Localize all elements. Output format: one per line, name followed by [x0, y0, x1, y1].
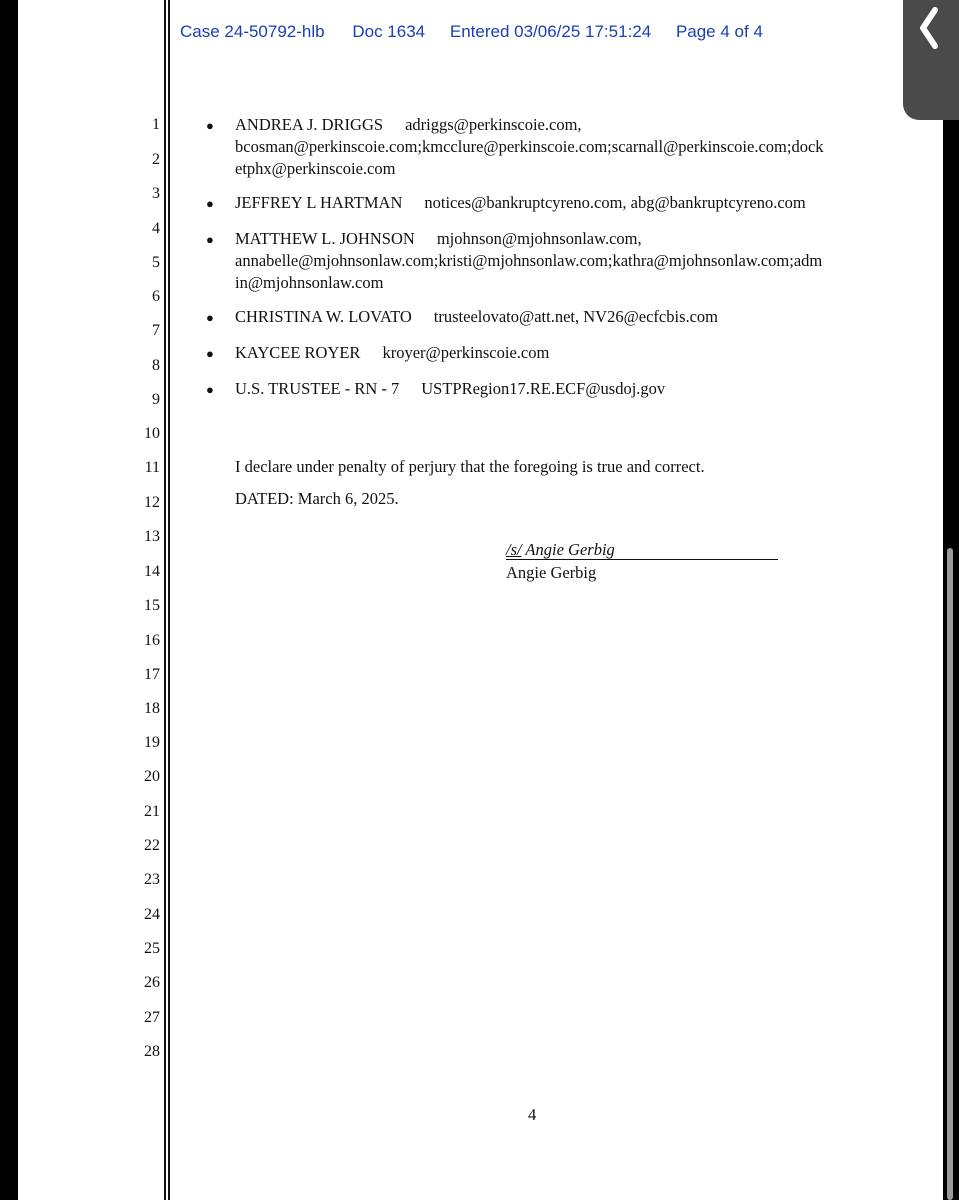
doc-number: Doc 1634 [352, 22, 426, 41]
service-entry [235, 114, 905, 180]
line-number: 3 [152, 185, 160, 202]
bullet-icon: ● [206, 346, 214, 361]
line-number: 7 [152, 322, 160, 339]
line-number: 23 [144, 871, 160, 888]
slash-s-mark: /s/ [506, 540, 522, 559]
service-entry [235, 342, 905, 364]
line-number: 12 [144, 494, 160, 511]
line-number: 2 [152, 151, 160, 168]
party-name: ANDREA J. DRIGGS [235, 115, 384, 134]
margin-rule-right [168, 0, 170, 1200]
line-number: 1 [152, 116, 160, 133]
entered-date: Entered 03/06/25 17:51:24 [449, 22, 652, 41]
party-name: KAYCEE ROYER [235, 343, 361, 362]
line-number: 5 [152, 254, 160, 271]
court-header [180, 22, 763, 42]
line-number: 20 [144, 768, 160, 785]
electronic-signature [506, 540, 615, 560]
line-number: 9 [152, 391, 160, 408]
page-indicator: Page 4 of 4 [675, 22, 763, 41]
line-number: 28 [144, 1043, 160, 1060]
party-name: U.S. TRUSTEE - RN - 7 [235, 379, 400, 398]
line-number: 10 [144, 425, 160, 442]
line-number: 14 [144, 563, 160, 580]
line-number: 6 [152, 288, 160, 305]
party-emails: kroyer@perkinscoie.com [382, 343, 550, 362]
line-number: 26 [144, 974, 160, 991]
document-page [18, 0, 943, 1200]
line-number: 8 [152, 357, 160, 374]
line-number: 19 [144, 734, 160, 751]
party-emails: USTPRegion17.RE.ECF@usdoj.gov [421, 379, 666, 398]
line-number: 17 [144, 666, 160, 683]
service-entry [235, 192, 905, 214]
party-emails: notices@bankruptcyreno.com, abg@bankruptcyreno.com [424, 193, 806, 212]
party-emails: mjohnson@mjohnsonlaw.com, [436, 229, 642, 248]
perjury-declaration: I declare under penalty of perjury that the foregoing is true and correct. [235, 457, 705, 476]
service-entry [235, 228, 905, 294]
back-button[interactable] [903, 0, 959, 120]
line-number: 22 [144, 837, 160, 854]
line-number: 18 [144, 700, 160, 717]
party-emails: trusteelovato@att.net, NV26@ecfcbis.com [433, 307, 719, 326]
party-emails-cont: bcosman@perkinscoie.com;kmcclure@perkinscoie.com;scarnall@perkinscoie.com;dock [235, 137, 824, 156]
dated-line: DATED: March 6, 2025. [235, 489, 399, 508]
line-number: 15 [144, 597, 160, 614]
signed-name: Angie Gerbig [525, 540, 615, 559]
party-emails: adriggs@perkinscoie.com, [405, 115, 582, 134]
bullet-icon: ● [206, 196, 214, 211]
line-number: 16 [144, 632, 160, 649]
line-number: 27 [144, 1009, 160, 1026]
party-emails-cont: in@mjohnsonlaw.com [235, 273, 384, 292]
service-entry [235, 306, 905, 328]
scrollbar-thumb[interactable] [947, 548, 953, 1200]
line-number: 4 [152, 220, 160, 237]
party-emails-cont: annabelle@mjohnsonlaw.com;kristi@mjohnsonlaw.com;kathra@mjohnsonlaw.com;adm [235, 251, 823, 270]
case-number: Case 24-50792-hlb [180, 22, 325, 41]
party-emails-cont: etphx@perkinscoie.com [235, 159, 396, 178]
line-number: 24 [144, 906, 160, 923]
service-entry [235, 378, 905, 400]
bullet-icon: ● [206, 382, 214, 397]
line-number: 13 [144, 528, 160, 545]
bullet-icon: ● [206, 310, 214, 325]
line-number: 21 [144, 803, 160, 820]
party-name: JEFFREY L HARTMAN [235, 193, 403, 212]
page-number: 4 [528, 1105, 537, 1124]
bullet-icon: ● [206, 232, 214, 247]
party-name: MATTHEW L. JOHNSON [235, 229, 415, 248]
line-number: 25 [144, 940, 160, 957]
printed-name: Angie Gerbig [506, 563, 597, 582]
chevron-left-icon [917, 4, 943, 52]
bullet-icon: ● [206, 118, 214, 133]
line-number: 11 [144, 459, 160, 476]
margin-rule-left [164, 0, 166, 1200]
party-name: CHRISTINA W. LOVATO [235, 307, 412, 326]
